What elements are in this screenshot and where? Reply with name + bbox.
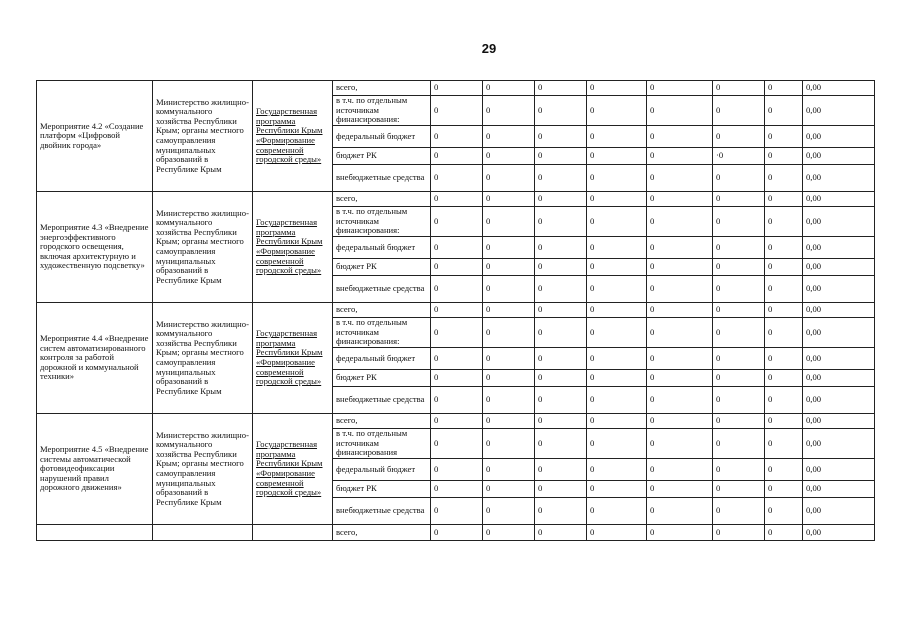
value-cell: 0 xyxy=(713,318,765,348)
value-cell: 0 xyxy=(713,370,765,387)
value-cell: ·0 xyxy=(713,148,765,165)
value-cell: 0 xyxy=(535,148,587,165)
value-cell: 0 xyxy=(587,525,647,541)
program-cell xyxy=(253,192,333,303)
value-cell: 0 xyxy=(587,318,647,348)
program-cell xyxy=(253,414,333,525)
value-cell: 0 xyxy=(483,459,535,481)
value-cell: 0 xyxy=(713,276,765,303)
value-cell: 0,00 xyxy=(803,165,875,192)
value-cell: 0 xyxy=(431,126,483,148)
value-cell: 0 xyxy=(587,370,647,387)
value-cell: 0 xyxy=(483,192,535,207)
table-row xyxy=(37,303,875,318)
value-cell: 0,00 xyxy=(803,303,875,318)
value-cell: 0 xyxy=(535,276,587,303)
value-cell: 0 xyxy=(765,303,803,318)
value-cell: 0 xyxy=(647,207,713,237)
value-cell: 0 xyxy=(647,429,713,459)
value-cell: 0 xyxy=(587,387,647,414)
value-cell: 0 xyxy=(587,237,647,259)
funding-source-cell: всего, xyxy=(333,303,431,318)
funding-source-cell: всего, xyxy=(333,81,431,96)
value-cell: 0,00 xyxy=(803,192,875,207)
value-cell: 0 xyxy=(587,459,647,481)
value-cell: 0 xyxy=(647,237,713,259)
value-cell: 0 xyxy=(765,459,803,481)
event-cell: Мероприятие 4.4 «Внедрение систем автоматизированного контроля за работой дорожной и коммунальной техники» xyxy=(37,303,153,414)
funding-source-cell: бюджет РК xyxy=(333,481,431,498)
value-cell: 0 xyxy=(713,459,765,481)
value-cell: 0 xyxy=(647,348,713,370)
value-cell: 0 xyxy=(713,525,765,541)
value-cell: 0,00 xyxy=(803,459,875,481)
executor-cell: Министерство жилищно-коммунального хозяйства Республики Крым; органы местного самоуправления муниципальных образований в Республике Крым xyxy=(153,303,253,414)
value-cell: 0 xyxy=(483,303,535,318)
funding-source-cell: всего, xyxy=(333,414,431,429)
value-cell: 0 xyxy=(765,429,803,459)
value-cell: 0 xyxy=(587,498,647,525)
value-cell: 0 xyxy=(647,370,713,387)
value-cell: 0 xyxy=(647,148,713,165)
value-cell: 0 xyxy=(765,165,803,192)
value-cell: 0 xyxy=(431,96,483,126)
funding-source-cell: федеральный бюджет xyxy=(333,126,431,148)
value-cell: 0 xyxy=(535,165,587,192)
funding-source-cell: бюджет РК xyxy=(333,370,431,387)
value-cell: 0,00 xyxy=(803,81,875,96)
funding-source-cell: всего, xyxy=(333,192,431,207)
value-cell: 0,00 xyxy=(803,259,875,276)
value-cell: 0 xyxy=(713,348,765,370)
value-cell: 0 xyxy=(587,481,647,498)
value-cell: 0 xyxy=(535,525,587,541)
funding-source-cell: в т.ч. по отдельным источникам финансирования: xyxy=(333,96,431,126)
value-cell: 0,00 xyxy=(803,414,875,429)
program-cell xyxy=(253,525,333,541)
value-cell: 0 xyxy=(587,303,647,318)
value-cell: 0 xyxy=(431,148,483,165)
value-cell: 0 xyxy=(431,207,483,237)
value-cell: 0 xyxy=(713,259,765,276)
value-cell: 0 xyxy=(535,387,587,414)
value-cell: 0 xyxy=(647,481,713,498)
value-cell: 0 xyxy=(647,318,713,348)
value-cell: 0 xyxy=(431,303,483,318)
value-cell: 0 xyxy=(431,81,483,96)
value-cell: 0 xyxy=(431,387,483,414)
value-cell: 0,00 xyxy=(803,525,875,541)
value-cell: 0 xyxy=(587,148,647,165)
program-cell xyxy=(253,81,333,192)
value-cell: 0 xyxy=(765,370,803,387)
funding-source-cell: федеральный бюджет xyxy=(333,348,431,370)
value-cell: 0 xyxy=(535,414,587,429)
value-cell: 0 xyxy=(483,429,535,459)
value-cell: 0 xyxy=(535,237,587,259)
value-cell: 0,00 xyxy=(803,237,875,259)
program-link: Государственная программа Республики Крым «Формирование современной городской среды» xyxy=(256,106,323,165)
value-cell: 0 xyxy=(713,165,765,192)
value-cell: 0 xyxy=(587,207,647,237)
value-cell: 0 xyxy=(535,207,587,237)
value-cell: 0 xyxy=(483,276,535,303)
value-cell: 0 xyxy=(483,237,535,259)
value-cell: 0 xyxy=(647,387,713,414)
value-cell: 0 xyxy=(647,126,713,148)
value-cell: 0 xyxy=(765,126,803,148)
executor-cell xyxy=(153,525,253,541)
value-cell: 0 xyxy=(765,414,803,429)
value-cell: 0 xyxy=(713,414,765,429)
executor-cell: Министерство жилищно-коммунального хозяйства Республики Крым; органы местного самоуправления муниципальных образований в Республике Крым xyxy=(153,81,253,192)
funding-source-cell: в т.ч. по отдельным источникам финансирования: xyxy=(333,318,431,348)
value-cell: 0 xyxy=(647,192,713,207)
value-cell: 0 xyxy=(713,481,765,498)
value-cell: 0 xyxy=(587,192,647,207)
value-cell: 0 xyxy=(765,348,803,370)
funding-source-cell: внебюджетные средства xyxy=(333,165,431,192)
funding-source-cell: в т.ч. по отдельным источникам финансирования: xyxy=(333,207,431,237)
event-cell xyxy=(37,525,153,541)
value-cell: 0 xyxy=(483,498,535,525)
value-cell: 0 xyxy=(587,348,647,370)
value-cell: 0,00 xyxy=(803,96,875,126)
funding-source-cell: в т.ч. по отдельным источникам финансирования xyxy=(333,429,431,459)
value-cell: 0 xyxy=(483,126,535,148)
value-cell: 0 xyxy=(535,348,587,370)
value-cell: 0 xyxy=(431,237,483,259)
value-cell: 0 xyxy=(535,81,587,96)
program-link: Государственная программа Республики Крым «Формирование современной городской среды» xyxy=(256,217,323,276)
value-cell: 0 xyxy=(431,259,483,276)
value-cell: 0 xyxy=(431,481,483,498)
value-cell: 0 xyxy=(713,498,765,525)
funding-source-cell: внебюджетные средства xyxy=(333,498,431,525)
value-cell: 0 xyxy=(587,81,647,96)
value-cell: 0 xyxy=(483,414,535,429)
value-cell: 0 xyxy=(713,96,765,126)
value-cell: 0,00 xyxy=(803,348,875,370)
value-cell: 0 xyxy=(431,498,483,525)
value-cell: 0 xyxy=(647,96,713,126)
value-cell: 0 xyxy=(535,318,587,348)
value-cell: 0 xyxy=(483,165,535,192)
value-cell: 0 xyxy=(535,481,587,498)
value-cell: 0 xyxy=(483,387,535,414)
value-cell: 0 xyxy=(765,148,803,165)
value-cell: 0,00 xyxy=(803,148,875,165)
value-cell: 0 xyxy=(713,387,765,414)
value-cell: 0,00 xyxy=(803,481,875,498)
value-cell: 0 xyxy=(765,96,803,126)
value-cell: 0 xyxy=(765,81,803,96)
value-cell: 0 xyxy=(587,429,647,459)
value-cell: 0 xyxy=(765,387,803,414)
value-cell: 0 xyxy=(587,126,647,148)
value-cell: 0 xyxy=(647,459,713,481)
value-cell: 0 xyxy=(765,207,803,237)
value-cell: 0 xyxy=(431,165,483,192)
value-cell: 0 xyxy=(431,348,483,370)
value-cell: 0 xyxy=(765,318,803,348)
value-cell: 0 xyxy=(535,96,587,126)
value-cell: 0 xyxy=(535,303,587,318)
value-cell: 0 xyxy=(713,237,765,259)
value-cell: 0 xyxy=(535,259,587,276)
value-cell: 0 xyxy=(647,498,713,525)
value-cell: 0 xyxy=(647,165,713,192)
funding-source-cell: федеральный бюджет xyxy=(333,237,431,259)
value-cell: 0 xyxy=(431,276,483,303)
value-cell: 0 xyxy=(647,276,713,303)
value-cell: 0 xyxy=(765,498,803,525)
value-cell: 0 xyxy=(431,414,483,429)
value-cell: 0 xyxy=(587,414,647,429)
value-cell: 0,00 xyxy=(803,429,875,459)
program-link: Государственная программа Республики Крым «Формирование современной городской среды» xyxy=(256,328,323,387)
value-cell: 0 xyxy=(647,259,713,276)
value-cell: 0 xyxy=(587,276,647,303)
value-cell: 0 xyxy=(483,259,535,276)
value-cell: 0 xyxy=(713,429,765,459)
event-cell: Мероприятие 4.2 «Создание платформ «Цифровой двойник города» xyxy=(37,81,153,192)
funding-source-cell: бюджет РК xyxy=(333,148,431,165)
value-cell: 0 xyxy=(431,318,483,348)
executor-cell: Министерство жилищно-коммунального хозяйства Республики Крым; органы местного самоуправления муниципальных образований в Республике Крым xyxy=(153,192,253,303)
event-cell: Мероприятие 4.3 «Внедрение энергоэффективного городского освещения, включая архитектурную и художественную подсветку» xyxy=(37,192,153,303)
value-cell: 0 xyxy=(483,96,535,126)
value-cell: 0 xyxy=(765,237,803,259)
funding-source-cell: всего, xyxy=(333,525,431,541)
value-cell: 0 xyxy=(535,429,587,459)
value-cell: 0 xyxy=(765,525,803,541)
funding-source-cell: внебюджетные средства xyxy=(333,276,431,303)
value-cell: 0,00 xyxy=(803,370,875,387)
value-cell: 0 xyxy=(535,126,587,148)
value-cell: 0 xyxy=(431,192,483,207)
value-cell: 0 xyxy=(431,429,483,459)
table-row xyxy=(37,414,875,429)
value-cell: 0 xyxy=(535,192,587,207)
table-row xyxy=(37,192,875,207)
value-cell: 0 xyxy=(713,303,765,318)
value-cell: 0 xyxy=(647,414,713,429)
executor-cell: Министерство жилищно-коммунального хозяйства Республики Крым; органы местного самоуправления муниципальных образований в Республике Крым xyxy=(153,414,253,525)
value-cell: 0,00 xyxy=(803,498,875,525)
value-cell: 0 xyxy=(647,525,713,541)
value-cell: 0 xyxy=(535,370,587,387)
value-cell: 0,00 xyxy=(803,276,875,303)
value-cell: 0 xyxy=(713,81,765,96)
value-cell: 0 xyxy=(483,318,535,348)
value-cell: 0 xyxy=(431,525,483,541)
program-cell xyxy=(253,303,333,414)
table-body xyxy=(37,81,875,541)
value-cell: 0 xyxy=(535,498,587,525)
value-cell: 0 xyxy=(535,459,587,481)
value-cell: 0 xyxy=(587,259,647,276)
financing-table xyxy=(36,80,875,541)
funding-source-cell: бюджет РК xyxy=(333,259,431,276)
value-cell: 0 xyxy=(587,96,647,126)
value-cell: 0 xyxy=(483,481,535,498)
event-cell: Мероприятие 4.5 «Внедрение системы автоматической фотовидеофиксации нарушений правил дорожного движения» xyxy=(37,414,153,525)
table-row xyxy=(37,81,875,96)
value-cell: 0 xyxy=(765,192,803,207)
value-cell: 0,00 xyxy=(803,126,875,148)
value-cell: 0 xyxy=(483,348,535,370)
value-cell: 0 xyxy=(483,370,535,387)
value-cell: 0 xyxy=(483,148,535,165)
value-cell: 0 xyxy=(483,81,535,96)
value-cell: 0,00 xyxy=(803,207,875,237)
value-cell: 0 xyxy=(713,207,765,237)
program-link: Государственная программа Республики Крым «Формирование современной городской среды» xyxy=(256,439,323,498)
value-cell: 0 xyxy=(713,192,765,207)
value-cell: 0 xyxy=(713,126,765,148)
value-cell: 0 xyxy=(587,165,647,192)
value-cell: 0 xyxy=(647,303,713,318)
value-cell: 0 xyxy=(483,525,535,541)
table-row xyxy=(37,525,875,541)
value-cell: 0 xyxy=(483,207,535,237)
value-cell: 0 xyxy=(765,259,803,276)
value-cell: 0,00 xyxy=(803,318,875,348)
value-cell: 0,00 xyxy=(803,387,875,414)
value-cell: 0 xyxy=(765,481,803,498)
value-cell: 0 xyxy=(431,459,483,481)
funding-source-cell: внебюджетные средства xyxy=(333,387,431,414)
value-cell: 0 xyxy=(431,370,483,387)
page-number: 29 xyxy=(481,41,497,56)
value-cell: 0 xyxy=(765,276,803,303)
value-cell: 0 xyxy=(647,81,713,96)
funding-source-cell: федеральный бюджет xyxy=(333,459,431,481)
